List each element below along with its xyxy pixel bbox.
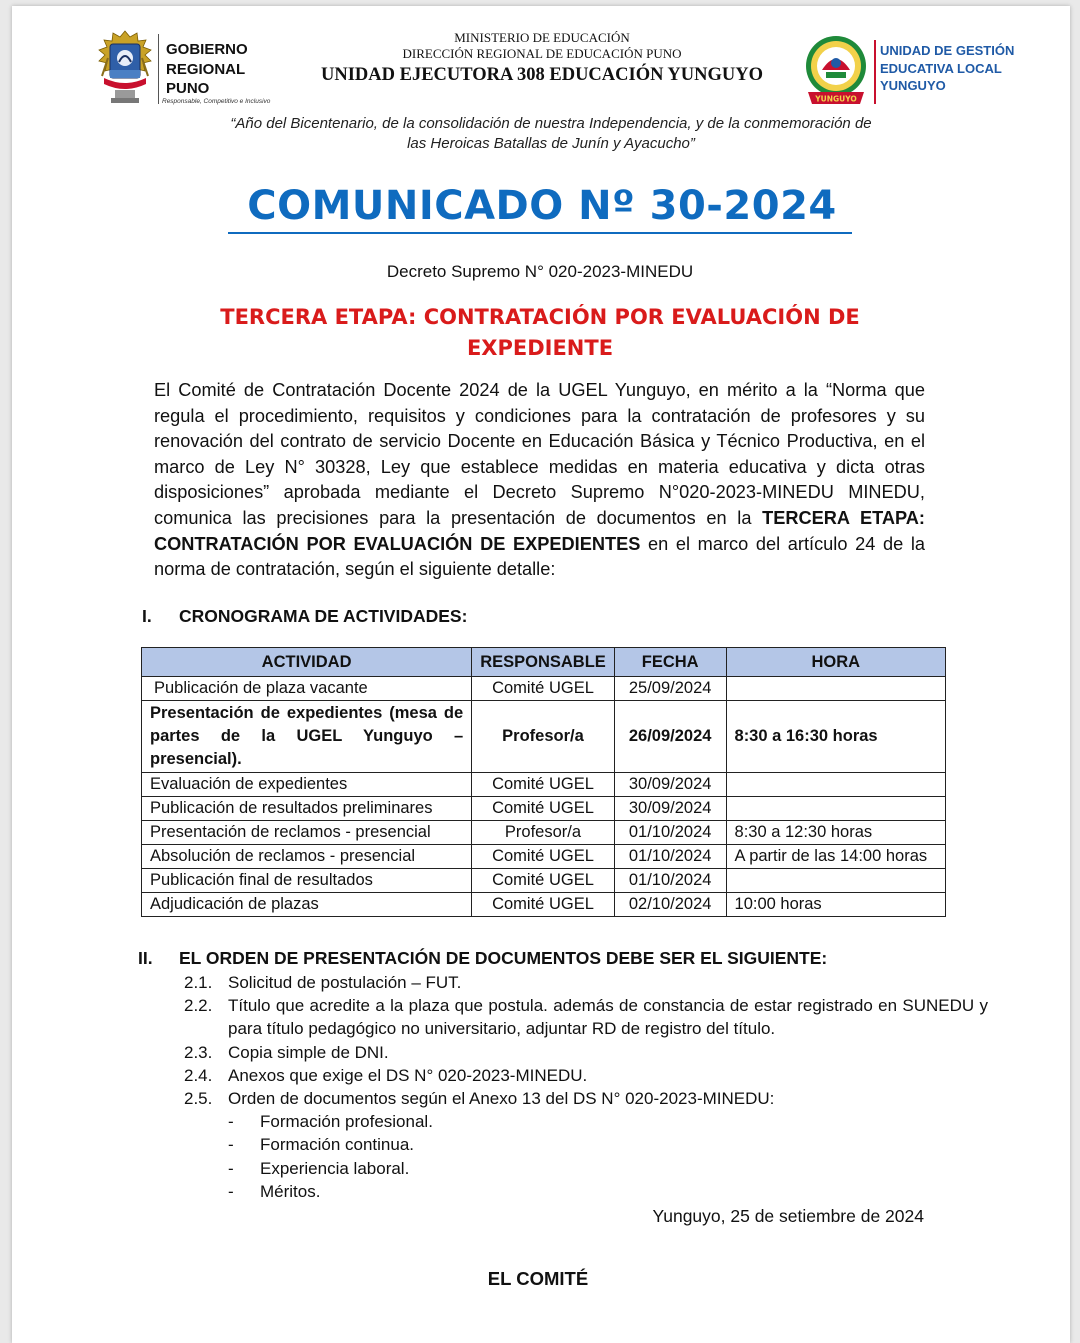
table-cell (726, 677, 945, 701)
stage-heading-line: EXPEDIENTE (466, 336, 614, 360)
table-cell: 30/09/2024 (614, 773, 726, 797)
bullet-dash: - (228, 1181, 234, 1201)
decreto-reference: Decreto Supremo N° 020-2023-MINEDU (386, 262, 694, 281)
table-cell: Comité UGEL (472, 797, 615, 821)
ugel-seal-label: YUNGUYO (815, 94, 857, 104)
table-cell: 01/10/2024 (614, 869, 726, 893)
list-item-number: 2.4. (184, 1065, 213, 1085)
list-item (184, 1064, 988, 1087)
sub-list-text: Formación profesional. (260, 1112, 433, 1132)
document-title: COMUNICADO Nº 30-2024 (247, 183, 837, 229)
gobierno-regional-logo (94, 28, 156, 106)
intro-text: en el marco del artículo 24 de la norma de contratación, según el siguiente detalle: (154, 533, 926, 580)
table-row (142, 869, 946, 893)
table-cell (726, 869, 945, 893)
sub-list-item (228, 1110, 988, 1133)
list-item-text: Copia simple de DNI. (228, 1042, 389, 1062)
sub-list-text: Formación continua. (260, 1135, 415, 1155)
list-item-text: Orden de documentos según el Anexo 13 del DS N° 020-2023-MINEDU: (228, 1089, 775, 1109)
intro-paragraph (154, 378, 925, 583)
section-number: I. (142, 606, 152, 626)
sub-list-item (228, 1133, 988, 1156)
date-line: Yunguyo, 25 de setiembre de 2024 (652, 1206, 924, 1226)
table-cell: 30/09/2024 (614, 797, 726, 821)
sub-list-text: Experiencia laboral. (260, 1158, 410, 1178)
schedule-table (141, 647, 946, 917)
unidad-ejecutora-line: UNIDAD EJECUTORA 308 EDUCACIÓN YUNGUYO (321, 65, 763, 85)
table-cell: Comité UGEL (472, 845, 615, 869)
list-item-number: 2.5. (184, 1089, 213, 1109)
stage-heading (162, 302, 918, 364)
direccion-line: DIRECCIÓN REGIONAL DE EDUCACIÓN PUNO (402, 46, 682, 61)
stage-heading-line: TERCERA ETAPA: CONTRATACIÓN POR EVALUACIÓN DE (220, 305, 860, 329)
table-row (142, 701, 946, 773)
table-cell (726, 773, 945, 797)
ministry-line: MINISTERIO DE EDUCACIÓN (454, 30, 630, 45)
table-cell: Comité UGEL (472, 893, 615, 917)
list-item-number: 2.2. (184, 996, 213, 1016)
sub-list-text: Méritos. (260, 1181, 321, 1201)
table-cell: Profesor/a (472, 701, 615, 773)
table-row (142, 797, 946, 821)
table-header-row (142, 648, 946, 677)
table-cell: A partir de las 14:00 horas (726, 845, 945, 869)
bullet-dash: - (228, 1112, 234, 1132)
bullet-dash: - (228, 1158, 234, 1178)
table-cell: Adjudicación de plazas (142, 893, 472, 917)
section-number: II. (138, 948, 153, 968)
section-1-heading (142, 606, 467, 627)
table-cell: Comité UGEL (472, 677, 615, 701)
table-cell: 25/09/2024 (614, 677, 726, 701)
table-cell: Publicación de plaza vacante (142, 677, 472, 701)
table-cell: 8:30 a 12:30 horas (726, 821, 945, 845)
signature: EL COMITÉ (487, 1268, 589, 1289)
list-item-number: 2.1. (184, 973, 213, 992)
table-row (142, 845, 946, 869)
table-cell: Evaluación de expedientes (142, 773, 472, 797)
year-motto-line: “Año del Bicentenario, de la consolidación de nuestra Independencia, y de la conmemoración de (230, 115, 872, 132)
column-header: HORA (726, 648, 945, 677)
table-cell: 10:00 horas (726, 893, 945, 917)
gobierno-line: REGIONAL (166, 60, 246, 78)
table-cell: Absolución de reclamos - presencial (142, 845, 472, 869)
table-cell: Publicación de resultados preliminares (142, 797, 472, 821)
ugel-yunguyo-seal (804, 30, 868, 108)
gobierno-line: PUNO (166, 80, 210, 97)
section-title: CRONOGRAMA DE ACTIVIDADES: (179, 606, 468, 626)
ugel-name (880, 42, 1014, 95)
list-item-number: 2.3. (184, 1042, 213, 1062)
table-cell: Profesor/a (472, 821, 615, 845)
document-page (12, 6, 1070, 1343)
ugel-line: YUNGUYO (880, 78, 946, 93)
section-title: EL ORDEN DE PRESENTACIÓN DE DOCUMENTOS DEBE SER EL SIGUIENTE: (179, 948, 828, 968)
column-header: ACTIVIDAD (142, 648, 472, 677)
table-cell: Presentación de expedientes (mesa de partes de la UGEL Yunguyo – presencial). (142, 701, 472, 773)
year-motto (112, 114, 990, 153)
ugel-line: EDUCATIVA LOCAL (880, 60, 1002, 76)
list-item (184, 1041, 988, 1064)
column-header: RESPONSABLE (472, 648, 615, 677)
list-item-text: Solicitud de postulación – FUT. (228, 973, 462, 992)
table-cell: 01/10/2024 (614, 845, 726, 869)
column-header: FECHA (614, 648, 726, 677)
list-item (184, 1087, 988, 1110)
table-cell: Comité UGEL (472, 773, 615, 797)
table-cell: Publicación final de resultados (142, 869, 472, 893)
annex-order-list (228, 1110, 988, 1203)
year-motto-line: las Heroicas Batallas de Junín y Ayacucho” (407, 134, 695, 152)
table-cell: Presentación de reclamos - presencial (142, 821, 472, 845)
list-item-text: Título que acredite a la plaza que postula. además de constancia de estar registrado en SUNEDU y para título pedagógico no universitario, adjuntar RD de registro del título. (228, 996, 988, 1039)
list-item (184, 971, 988, 994)
table-cell: 26/09/2024 (614, 701, 726, 773)
bullet-dash: - (228, 1135, 234, 1155)
gobierno-line: GOBIERNO (166, 41, 248, 58)
table-cell: 8:30 a 16:30 horas (726, 701, 945, 773)
header-divider-right (874, 40, 876, 104)
list-item (184, 994, 988, 1040)
ugel-line: UNIDAD DE GESTIÓN (880, 43, 1015, 58)
sub-list-item (228, 1157, 988, 1180)
header-divider-left (158, 34, 159, 104)
documents-list (184, 971, 988, 1203)
title-underline (228, 232, 852, 234)
table-cell: 01/10/2024 (614, 821, 726, 845)
list-item-text: Anexos que exige el DS N° 020-2023-MINEDU. (228, 1065, 588, 1085)
sub-list-item (228, 1180, 988, 1203)
table-cell (726, 797, 945, 821)
table-cell: 02/10/2024 (614, 893, 726, 917)
ministry-header (282, 30, 802, 88)
table-row (142, 893, 946, 917)
gobierno-motto: Responsable, Competitivo e Inclusivo (162, 98, 271, 105)
table-cell: Comité UGEL (472, 869, 615, 893)
table-row (142, 773, 946, 797)
table-row (142, 821, 946, 845)
gobierno-regional-name (166, 40, 248, 99)
table-row (142, 677, 946, 701)
section-2-heading (138, 948, 827, 969)
intro-bold-text: TERCERA ETAPA: CONTRATACIÓN POR EVALUACIÓN DE EXPEDIENTES (154, 507, 925, 554)
intro-text: El Comité de Contratación Docente 2024 de la UGEL Yunguyo, en mérito a la “Norma que regula el procedimiento, requisitos y condiciones para la contratación de profesores y su renovación del contrato de servicio Docente en Educación Básica y Técnico Productiva, en el marco de Ley N° 30328, Ley que establece medidas en materia educativa y dicta otras disposiciones” aprobada mediante el Decreto Supremo N°020-2023-MINEDU MINEDU, comunica las precisiones para la presentación de documentos en la (154, 380, 925, 528)
